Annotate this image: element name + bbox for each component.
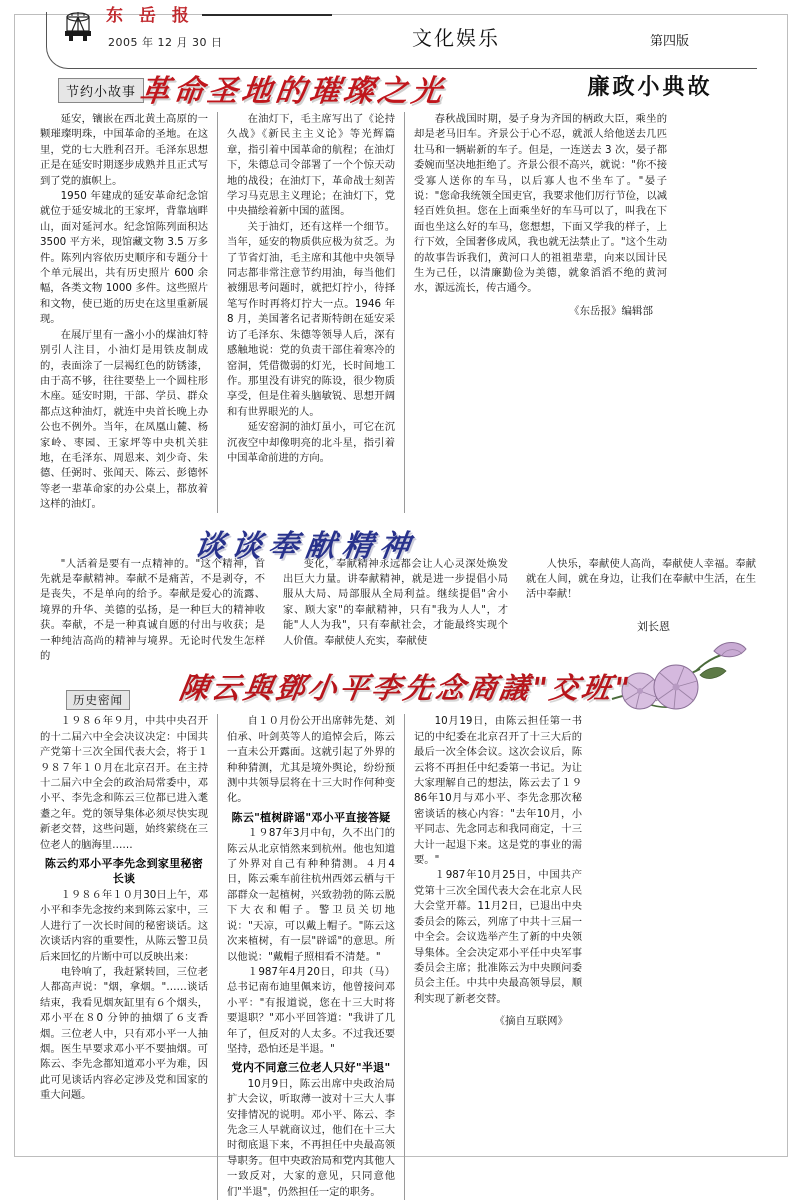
section-title: 文化娱乐 — [412, 26, 500, 50]
publication-date: 2005 年 12 月 30 日 — [108, 36, 223, 49]
section1-column-1 — [40, 112, 208, 513]
paper-name: 东 岳 报 — [106, 6, 194, 26]
paragraph: 1950 年建成的延安革命纪念馆就位于延安城北的王家坪，背靠垴畔山，面对延河水。纪念馆陈列面积达 3500 平方米，现馆藏文物 3.5 万多件。陈列内容依历史顺序和专题分十个单元展出，共有历史照片 600 余幅，各类文物 1000 多件。这些照片和文物，使已逝的历史在这里重新展现。 — [40, 190, 208, 326]
paragraph: 延安，镶嵌在西北黄土高原的一颗璀璨明珠，中国革命的圣地。在这里，党的七大胜利召开。毛泽东思想正是在延安时期逐步成熟并且正式写到了党的旗帜上。 — [40, 113, 208, 187]
paragraph: "人活着是要有一点精神的。"这个精神，首先就是奉献精神。奉献不是痛苦，不是剥夺，不是丧失，不是单向的给予。奉献是爱心的流露、境界的升华、美德的弘扬，是一种巨大的精神收获。奉献，不是一种真诚自愿的付出与收获；是一种纯洁高尚的精神与境界。无论时代发生怎样的 — [40, 557, 265, 662]
paragraph: 延安窑洞的油灯虽小，可它在沉沉夜空中却像明亮的北斗星，指引着中国革命前进的方向。 — [227, 421, 395, 464]
section1-right-headline: 廉政小典故 — [587, 74, 713, 100]
column-divider — [404, 112, 405, 513]
section3-subheading-1: 陈云约邓小平李先念到家里秘密长谈 — [44, 857, 204, 886]
section3-subheading-3: 党内不同意三位老人只好"半退" — [231, 1061, 391, 1075]
section1-header — [40, 66, 760, 108]
paragraph: １987年10月25日，中国共产党第十三次全国代表大会在北京人民大会堂开幕。11月2日，已退出中央委员会的陈云，列席了中共十三届一中全会。会议选举产生了新的中央领导集体。全会决定邓小平任中央军事委员会主席；批准陈云为中央顾问委员会主任。中共中央最高领导层，顺利实现了新老交替。 — [414, 869, 582, 1005]
section2-column-1 — [40, 557, 265, 665]
column-divider — [404, 714, 405, 1200]
section3-column-3 — [414, 714, 582, 1200]
section3-header — [40, 664, 760, 712]
temple-gate-icon — [58, 8, 98, 48]
column-divider — [217, 112, 218, 513]
section1-kicker: 节约小故事 — [58, 78, 144, 103]
article-section-1 — [0, 66, 800, 513]
section3-headline: 陳云與鄧小平李先念商議"交班" — [177, 671, 635, 706]
paragraph: 在油灯下，毛主席写出了《论持久战》《新民主主义论》等光辉篇章，指引着中国革命的航程；在油灯下，朱德总司令部署了一个个惊天动地的战役；在油灯下，革命战士刻苦学习马克思主义理论；在油灯下，党中央描绘着新中国的蓝图。 — [227, 113, 395, 218]
paragraph: 人快乐，奉献使人高尚，奉献使人幸福。奉献就在人间，就在身边，让我们在奉献中生活，在生活中奉献！ — [526, 557, 756, 601]
masthead-brand — [58, 8, 332, 50]
paragraph: １９87年3月中旬，久不出门的陈云从北京悄然来到杭州。他也知道了外界对自己有种种猜测。４月4日，陈云乘车前往杭州西郊云栖与干部群众一起植树，兴致勃勃的陈云脱下大衣和帽子。警卫员关切地说："天凉，可以戴上帽子。"陈云这次来植树，有一层"辟谣"的意思。所以他说："戴帽子照相看不清楚。" — [227, 827, 395, 963]
paragraph: １987年4月20日，印共（马）总书记南布迪里佩来访，他曾接问邓小平："有报道说，您在十三大时将要退职？"邓小平回答道："我讲了几年了，但反对的人太多。不过我还要坚持，恐怕还是半退。" — [227, 965, 395, 1055]
paragraph: １９８６年１０月30日上午，邓小平和李先念按约来到陈云家中，三人进行了一次长时间的秘密谈话。这次谈话内容的重要性，从陈云警卫员后来回忆的片断中可以反映出来： — [40, 888, 208, 963]
paragraph: 春秋战国时期，晏子身为齐国的柄政大臣，乘坐的却是老马旧车。齐景公于心不忍，就派人给他送去几匹壮马和一辆崭新的车子。但是，一连送去 3 次，晏子都委婉而坚决地拒绝了。齐景公很不高兴，就说："你不接受寡人送你的车马，以后寡人也不坐车了。"晏子说："您命我统领全国吏官，我要求他们厉行节俭，以减轻百姓负担。您在上面乘坐好的车马可以了，叫我在下面也坐这么好的车马，您想想，下面又学我的样子，上行下效，全国奢侈成风，我也就无法禁止了。"这个生动的故事告诉我们，黄河口人的祖祖辈辈，向来以国计民生为己任，以清廉勤俭为美德，就象滔滔不绝的黄河水，源远流长，传古通今。 — [414, 113, 667, 295]
masthead-rule — [202, 14, 332, 16]
section3-column-2 — [227, 714, 395, 1200]
section1-headline: 革命圣地的璀璨之光 — [137, 74, 448, 109]
article-section-3 — [0, 664, 800, 1200]
paragraph: 10月9日，陈云出席中央政治局扩大会议，听取薄一波对十三大人事安排情况的说明。邓小平、陈云、李先念三人早就商议过，他们在十三大时彻底退下来，不再担任中央最高领导职务。但中央政治局和党内其他人一致反对，大家的意见，只同意他们"半退"，仍然担任一定的职务。 — [227, 1077, 395, 1198]
section1-column-3 — [414, 112, 667, 513]
section3-subheading-2: 陈云"植树辟谣"邓小平直接答疑 — [231, 810, 391, 824]
paragraph: 10月19日，由陈云担任第一书记的中纪委在北京召开了十三大后的最后一次全体会议。这次会议后，陈云将不再担任中纪委第一书记。为让大家理解自己的想法，陈云去了１９86年10月与邓小平、李先念那次秘密谈话的核心内容："去年10月，小平同志、先念同志和我同商定，十三大计一起退下来。这是党的事业的需要。" — [414, 715, 582, 867]
column-divider — [217, 714, 218, 1200]
masthead — [0, 0, 800, 66]
section3-kicker: 历史密闻 — [66, 690, 130, 710]
section1-column-2 — [227, 112, 395, 513]
paragraph: １９８６年９月，中共中央召开的十二届六中全会决议决定：中国共产党第十三次全国代表大会，将于１９８７年１０月在北京召开。在主持十二届六中全会的政治局常委中，邓小平、李先念和陈云三位都已进入耄耋之年。党的领导集体必须尽快实现新老交替，这些问题，始终萦绕在三位老人的脑海里…… — [40, 715, 208, 851]
article-section-2 — [0, 521, 800, 665]
edition-label: 第四版 — [650, 34, 690, 49]
paragraph: 电铃响了，我赶紧转回，三位老人都高声说："烟，拿烟。"……谈话结束，我看见烟灰缸里有６个烟头，邓小平在８0 分钟的抽烟了６支香烟。三位老人中，只有邓小平一人抽烟。医生早要求邓小平不要抽烟。可陈云、李先念都知道邓小平为难，因此可见谈话内容必定涉及党和国家的重大问题。 — [40, 965, 208, 1102]
section2-author: 刘长恩 — [637, 619, 670, 633]
paragraph: 变化，奉献精神永远都会让人心灵深处焕发出巨大力量。讲奉献精神，就是进一步提倡小局服从大局、局部服从全局利益。继续提倡"舍小家、顾大家"的奉献精神，只有"我为人人"，才能"人人为我"，只有奉献社会，才能最终实现个人价值。奉献使人充实，奉献使 — [283, 557, 508, 647]
paragraph: 关于油灯，还有这样一个细节。当年，延安的物质供应极为贫乏。为了节省灯油，毛主席和其他中央领导同志都非常注意节约用油，每当他们被绷思考问题时，就把灯拧小，待择笔写作时再将灯拧大一点。1946 年 8 月，美国著名记者斯特朗在延安采访了毛泽东、朱德等领导人后，深有感触地说：党的负责干部住着寒冷的窑洞，凭借微弱的灯光，长时间地工作。那里没有讲究的陈设，很少物质享受，但是住着头脑敏锐、思想开阔和有世界眼光的人。 — [227, 220, 395, 418]
section3-columns — [40, 714, 760, 1200]
section1-columns — [40, 112, 760, 513]
section1-attribution: 《东岳报》编辑部 — [569, 304, 653, 317]
section3-attribution: 《摘自互联网》 — [494, 1015, 568, 1028]
section3-column-1 — [40, 714, 208, 1200]
section2-column-3 — [526, 557, 756, 665]
paragraph: 自１０月份公开出席韩先楚、刘伯承、叶剑英等人的追悼会后，陈云一直未公开露面。这就引起了外界的种种猜测，尤其是境外舆论，纷纷预测中共领导层将在十三大时作何种变化。 — [227, 715, 395, 805]
section2-headline: 谈谈奉献精神 — [192, 528, 419, 564]
paragraph: 在展厅里有一盏小小的煤油灯特别引人注目，小油灯是用铁皮制成的，表面涂了一层褐红色的防锈漆，由于高不够，往往要垫上一个圆柱形木座。延安时期，干部、学员、群众都点这种油灯，就连中央首长晚上办公也不例外。当年，在凤凰山麓、杨家岭、枣园、王家坪等中央机关驻地，在毛泽东、周恩来、刘少奇、朱德、任弼时、张闻天、陈云、彭德怀等老一辈革命家的办公桌上，都放着这样的油灯。 — [40, 328, 208, 511]
section2-column-2 — [283, 557, 508, 665]
